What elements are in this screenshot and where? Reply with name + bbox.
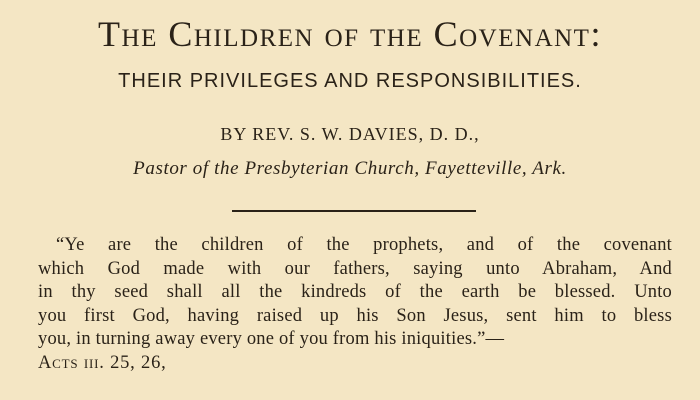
scripture-quote [38,234,672,375]
quote-line: you, in turning away every one of you from his iniquities.”— [38,329,505,349]
author-byline: BY REV. S. W. DAVIES, D. D., [220,124,480,144]
article-title: The Children of the Covenant: [98,14,602,54]
quote-line: you first God, having raised up his Son Jesus, sent him to bless [38,305,672,326]
quote-line: in thy seed shall all the kindreds of the earth be blessed. Unto [38,282,672,302]
section-divider [232,210,476,212]
author-position: Pastor of the Presbyterian Church, Fayetteville, Ark. [133,158,567,179]
quote-line: which God made with our fathers, saying unto Abraham, And [38,258,672,279]
quote-line: “Ye are the children of the prophets, and of the covenant [56,235,672,255]
article-subtitle: THEIR PRIVILEGES AND RESPONSIBILITIES. [118,70,582,92]
scripture-citation: Acts iii. 25, 26, [38,352,167,373]
